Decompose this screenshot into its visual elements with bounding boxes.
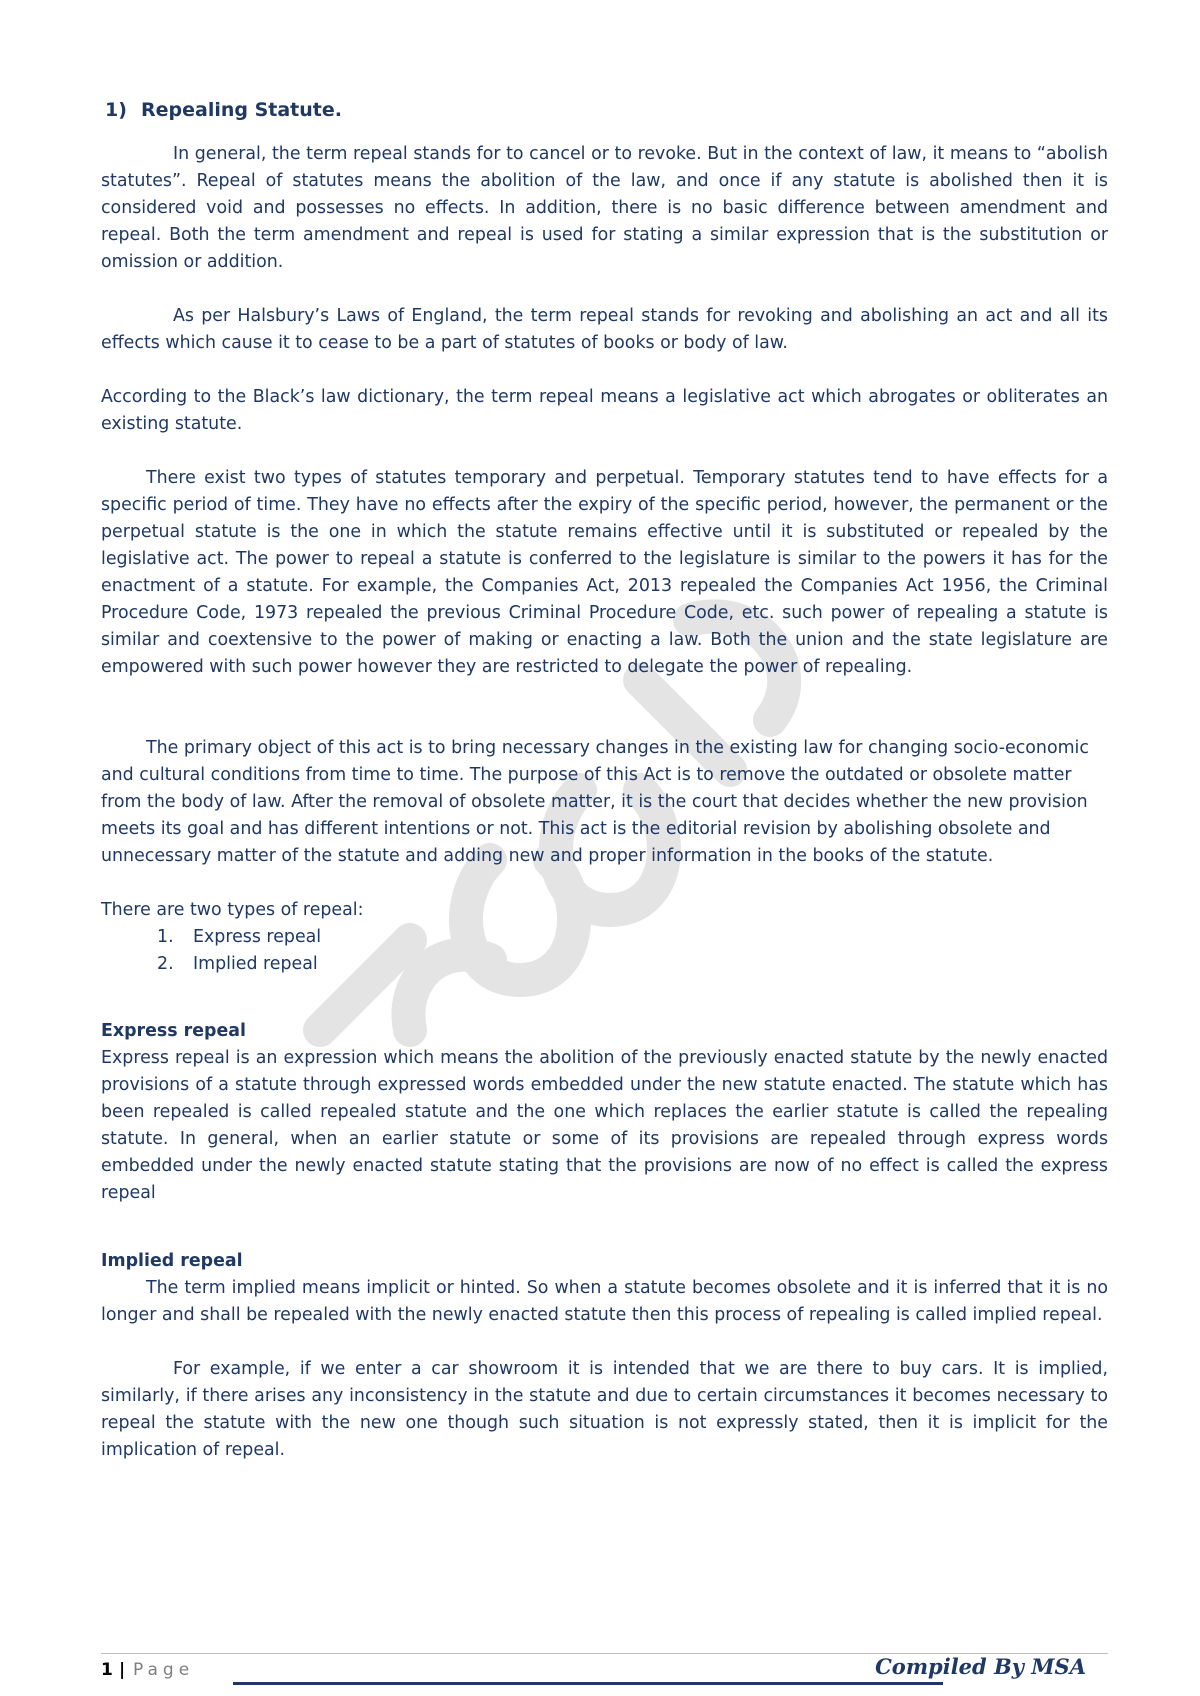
implied-repeal-body: The term implied means implicit or hinted. So when a statute becomes obsolete and it is inferred that it is no longer and shall be repealed with the newly enacted statute then this process of repealing is called implied repeal. xyxy=(101,1278,1108,1325)
document-body xyxy=(101,96,1108,1464)
repeal-types-list xyxy=(101,924,1108,978)
paragraph-primary-object: The primary object of this act is to bring necessary changes in the existing law for changing socio-economic and cultural conditions from time to time. The purpose of this Act is to remove the outdated or obsolete matter from the body of law. After the removal of obsolete matter, it is the court that decides whether the new provision meets its goal and has different intentions or not. This act is the editorial revision by abolishing obsolete and unnecessary matter of the statute and adding new and proper information in the books of the statute. xyxy=(101,738,1089,866)
express-repeal-heading: Express repeal xyxy=(101,1021,246,1041)
paragraph-definition: In general, the term repeal stands for to cancel or to revoke. But in the context of law, it means to “abolish statutes”. Repeal of statutes means the abolition of the law, and once if any statute is abolished then it is considered void and possesses no effects. In addition, there is no basic difference between amendment and repeal. Both the term amendment and repeal is used for stating a similar expression that is the substitution or omission or addition. xyxy=(101,144,1108,272)
paragraph-types-intro: There are two types of repeal: xyxy=(101,900,364,920)
implied-repeal-example: For example, if we enter a car showroom it is intended that we are there to buy cars. It is implied, similarly, if there arises any inconsistency in the statute and due to certain circumstances it becomes necessary to repeal the statute with the new one though such situation is not expressly stated, then it is implicit for the implication of repeal. xyxy=(101,1359,1108,1460)
page-number: 1 xyxy=(101,1660,113,1680)
section-number: 1) xyxy=(105,99,127,121)
paragraph-blacks-law: According to the Black’s law dictionary, the term repeal means a legislative act which abrogates or obliterates an existing statute. xyxy=(101,387,1108,434)
paragraph-types-of-statutes: There exist two types of statutes temporary and perpetual. Temporary statutes tend to have effects for a specific period of time. They have no effects after the expiry of the specific period, however, the permanent or the perpetual statute is the one in which the statute remains effective until it is substituted or repealed by the legislative act. The power to repeal a statute is conferred to the legislature is similar to the powers it has for the enactment of a statute. For example, the Companies Act, 2013 repealed the Companies Act 1956, the Criminal Procedure Code, 1973 repealed the previous Criminal Procedure Code, etc. such power of repealing a statute is similar and coextensive to the power of making or enacting a law. Both the union and the state legislature are empowered with such power however they are restricted to delegate the power of repealing. xyxy=(101,468,1108,677)
page-footer xyxy=(101,1654,1108,1688)
paragraph-halsbury: As per Halsbury’s Laws of England, the term repeal stands for revoking and abolishing an act and all its effects which cause it to cease to be a part of statutes of books or body of law. xyxy=(101,306,1108,353)
section-heading xyxy=(105,96,1108,124)
page-separator: | xyxy=(119,1660,126,1680)
list-item: 2. Implied repeal xyxy=(157,954,318,974)
footer-rule xyxy=(233,1682,943,1685)
express-repeal-body: Express repeal is an expression which means the abolition of the previously enacted statute by the newly enacted provisions of a statute through expressed words embedded under the new statute enacted. The statute which has been repealed is called repealed statute and the one which replaces the earlier statute is called the repealing statute. In general, when an earlier statute or some of its provisions are repealed through express words embedded under the newly enacted statute stating that the provisions are now of no effect is called the express repeal xyxy=(101,1048,1108,1203)
page-label: Page xyxy=(133,1660,195,1680)
list-item: 1. Express repeal xyxy=(157,927,322,947)
compiled-by-signature: Compiled By MSA xyxy=(875,1654,1086,1679)
implied-repeal-heading: Implied repeal xyxy=(101,1251,243,1271)
section-title: Repealing Statute. xyxy=(141,99,342,121)
